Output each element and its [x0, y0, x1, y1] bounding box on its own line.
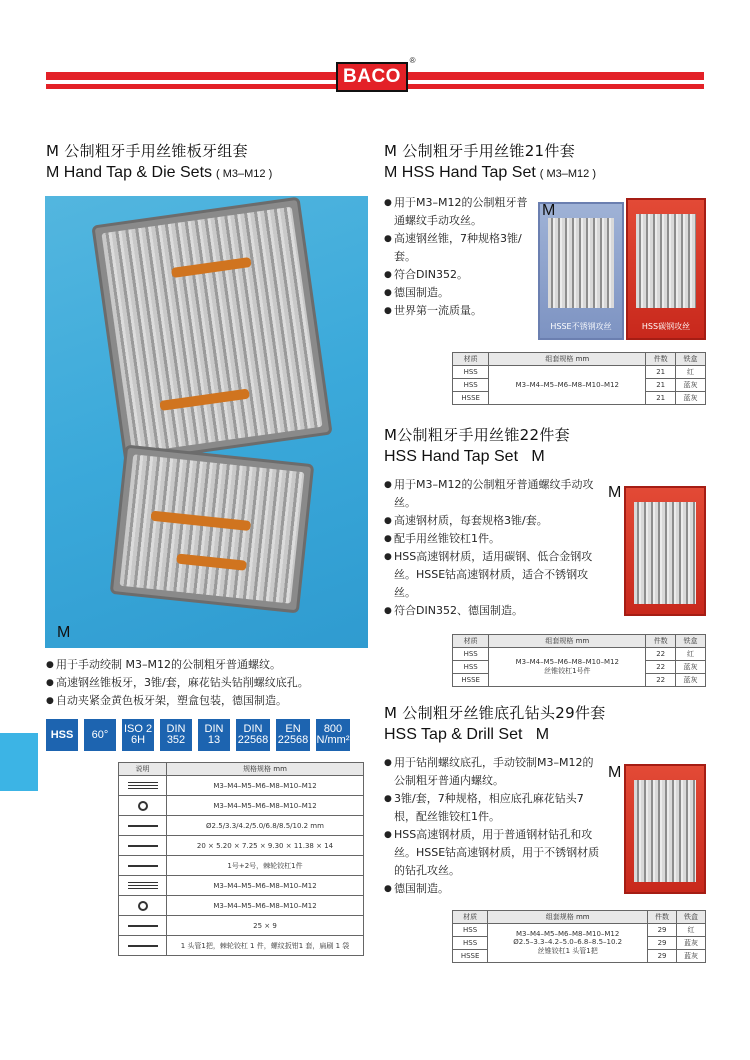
list-item: ● 用于M3–M12的公制粗牙普通螺纹手动攻丝。: [384, 194, 534, 230]
table-row: M3–M4–M5–M6–M8–M10–M12: [119, 776, 364, 796]
list-item: ● 自动夹紧金黄色板牙架，塑盒包装，德国制造。: [46, 692, 376, 710]
table-row: 1号+2号，棘轮铰杠1件: [119, 856, 364, 876]
list-item: ● 世界第一流质量。: [384, 302, 534, 320]
s2-product-photo: [536, 196, 708, 342]
s2-bullet-list: [384, 194, 534, 320]
die-icon: [138, 901, 148, 911]
table-row: HSSE 21 蓝灰: [453, 392, 706, 405]
badge-hss: HSS: [46, 719, 78, 751]
s3-title-cn: M公制粗牙手用丝锥22件套: [384, 426, 570, 444]
list-item: ● 高速钢丝锥，7种规格3锥/套。: [384, 230, 534, 266]
list-item: ● 符合DIN352、德国制造。: [384, 602, 604, 620]
tool-case-top: [91, 197, 332, 464]
s1-range: ( M3–M12 ): [216, 168, 273, 180]
list-item: ● 德国制造。: [384, 880, 604, 898]
accessory-icon: [128, 945, 158, 947]
list-item: ● 用于手动绞制 M3–M12的公制粗牙普通螺纹。: [46, 656, 376, 674]
s1-title-en: [46, 164, 272, 182]
list-item: ● 高速钢材质，每套规格3锥/套。: [384, 512, 604, 530]
s4-title-en: HSS Tap & Drill Set M: [384, 726, 550, 743]
list-item: ● 用于M3–M12的公制粗牙普通螺纹手动攻丝。: [384, 476, 604, 512]
list-item: ● 3锥/套，7种规格，相应底孔麻花钻头7根，配丝锥铰杠1件。: [384, 790, 604, 826]
table-row: 20 × 5.20 × 7.25 × 9.30 × 11.38 × 14: [119, 836, 364, 856]
table-row: HSS M3–M4–M5–M6–M8–M10–M12 21 红: [453, 366, 706, 379]
die-holder-icon: [128, 845, 158, 847]
s3-spec-table: 材质 组套规格 mm 件数 铁盒 HSS M3–M4–M5–M6–M8–M10–M12 丝锥铰杠1号件 22 红 HSS 22 蓝灰 HSSE 22 蓝灰: [452, 634, 706, 687]
table-row: Ø2.5/3.3/4.2/5.0/6.8/8.5/10.2 mm: [119, 816, 364, 836]
list-item: ● 符合DIN352。: [384, 266, 534, 284]
badge-iso: ISO 2 6H: [122, 719, 154, 751]
taps-icon: [128, 882, 158, 890]
s3-product-photo: [604, 478, 708, 618]
table-header: 说明: [119, 763, 167, 776]
s1-product-photo: [45, 196, 368, 648]
list-item: ● 高速钢丝锥板牙，3锥/套，麻花钻头钻削螺纹底孔。: [46, 674, 376, 692]
s1-spec-badges: [46, 719, 350, 751]
s1-bullet-list: [46, 656, 376, 710]
table-row: 25 × 9: [119, 916, 364, 936]
list-item: ● 德国制造。: [384, 284, 534, 302]
red-tap-box: [624, 764, 706, 894]
s4-photo-letter: M: [608, 764, 622, 781]
tap-wrench-icon: [128, 865, 158, 867]
die-holder-icon: [128, 925, 158, 927]
badge-din22568: DIN 22568: [236, 719, 270, 751]
list-item: ● HSS高速钢材质，适用碳钢、低合金钢攻丝。HSSE钴高速钢材质，适合不锈钢攻丝。: [384, 548, 604, 602]
s4-title-cn: M 公制粗牙丝锥底孔钻头29件套: [384, 704, 606, 722]
s1-title-en-text: M Hand Tap & Die Sets: [46, 164, 213, 181]
side-tab: [0, 733, 38, 791]
s2-title-cn: M 公制粗牙手用丝锥21件套: [384, 142, 575, 160]
s2-spec-table: 材质 组套规格 mm 件数 铁盒 HSS M3–M4–M5–M6–M8–M10–M12 21 红 HSS 21 蓝灰 HSSE 21 蓝灰: [452, 352, 706, 405]
table-row: HSS M3–M4–M5–M6–M8–M10–M12 Ø2.5–3.3–4.2–5.0–6.8–8.5–10.2 丝锥铰杠1 头管1把 29 红: [453, 924, 706, 937]
s1-photo-letter: M: [57, 624, 71, 641]
red-tap-box: [624, 486, 706, 616]
s2-title-en: M HSS Hand Tap Set ( M3–M12 ): [384, 164, 597, 181]
s4-product-photo: [604, 758, 708, 896]
tool-case-bottom: [110, 444, 315, 613]
table-row: HSS 21 蓝灰: [453, 379, 706, 392]
s2-photo-letter: M: [542, 202, 556, 219]
s1-spec-table: [118, 762, 364, 956]
table-row: M3–M4–M5–M6–M8–M10–M12: [119, 796, 364, 816]
red-tap-box: HSS碳钢攻丝: [626, 198, 706, 340]
table-row: M3–M4–M5–M6–M8–M10–M12: [119, 896, 364, 916]
badge-60-degree: 60°: [84, 719, 116, 751]
table-header: 规格规格 mm: [167, 763, 364, 776]
registered-mark: ®: [409, 56, 416, 65]
badge-en22568: EN 22568: [276, 719, 310, 751]
s1-title-cn: M 公制粗牙手用丝锥板牙组套: [46, 142, 248, 160]
s3-bullet-list: [384, 476, 604, 620]
badge-800: 800 N/mm²: [316, 719, 350, 751]
table-row: HSS M3–M4–M5–M6–M8–M10–M12 丝锥铰杠1号件 22 红: [453, 648, 706, 661]
taps-icon: [128, 782, 158, 790]
s3-title-en: HSS Hand Tap Set M: [384, 448, 545, 465]
badge-din13: DIN 13: [198, 719, 230, 751]
blue-tap-box: HSSE不锈钢攻丝: [538, 202, 624, 340]
badge-din352: DIN 352: [160, 719, 192, 751]
table-row: HSS 29 蓝灰: [453, 937, 706, 950]
logo-text: BACO: [343, 66, 401, 87]
baco-logo: [336, 56, 416, 92]
table-row: 1 头管1把，棘轮铰杠 1 件，螺纹扳钳1 套，扁刷 1 袋: [119, 936, 364, 956]
list-item: ● HSS高速钢材质，用于普通钢材钻孔和攻丝。HSSE钴高速钢材质，用于不锈钢材质的钻孔攻丝。: [384, 826, 604, 880]
s4-bullet-list: [384, 754, 604, 898]
drill-icon: [128, 825, 158, 827]
s3-photo-letter: M: [608, 484, 622, 501]
list-item: ● 用于钻削螺纹底孔，手动铰制M3–M12的公制粗牙普通内螺纹。: [384, 754, 604, 790]
die-icon: [138, 801, 148, 811]
table-row: HSSE 22 蓝灰: [453, 674, 706, 687]
table-row: HSS 22 蓝灰: [453, 661, 706, 674]
s4-spec-table: 材质 组套规格 mm 件数 铁盒 HSS M3–M4–M5–M6–M8–M10–M12 Ø2.5–3.3–4.2–5.0–6.8–8.5–10.2 丝锥铰杠1 头管1把 29 红 HSS 29 蓝灰 HSSE 29 蓝灰: [452, 910, 706, 963]
list-item: ● 配手用丝锥铰杠1件。: [384, 530, 604, 548]
table-row: HSSE 29 蓝灰: [453, 950, 706, 963]
table-row: M3–M4–M5–M6–M8–M10–M12: [119, 876, 364, 896]
